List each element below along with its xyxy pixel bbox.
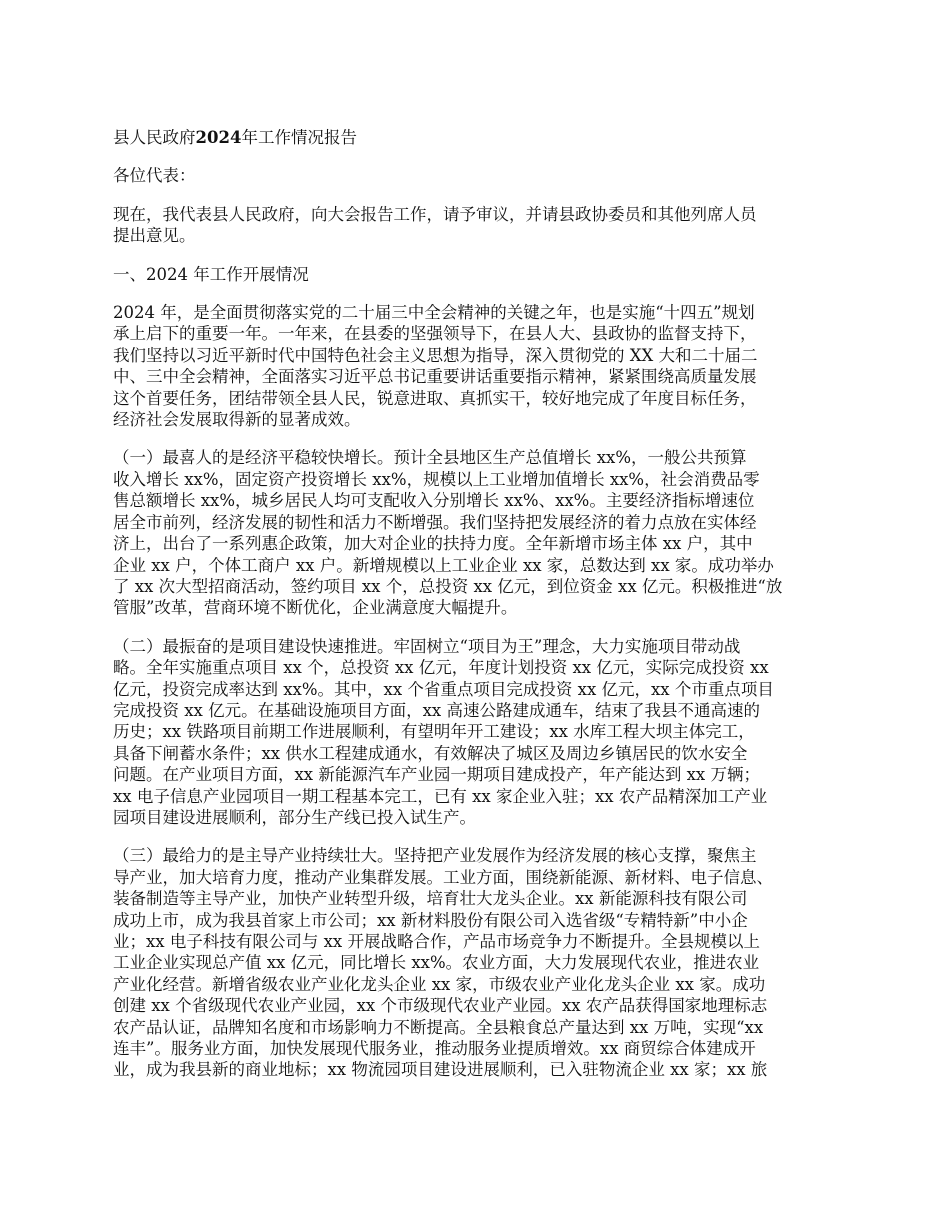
projects-line: 园项目建设进展顺利，部分生产线已投入试生产。 <box>113 807 476 827</box>
industry-line: 创建 xx 个省级现代农业产业园，xx 个市级现代农业产业园。xx 农产品获得国家地理标志 <box>113 996 768 1016</box>
projects-line: 具备下闸蓄水条件；xx 供水工程建成通水，有效解决了城区及周边乡镇居民的饮水安全 <box>113 743 748 763</box>
economy-line: 收入增长 xx%，固定资产投资增长 xx%，规模以上工业增加值增长 xx%，社会消费品零 <box>113 469 760 489</box>
intro-paragraph <box>113 204 853 247</box>
projects-line: xx 电子信息产业园项目一期工程基本完工，已有 xx 家企业入驻；xx 农产品精深加工产业 <box>113 786 768 806</box>
projects-line: 完成投资 xx 亿元。在基础设施项目方面，xx 高速公路建成通车，结束了我县不通高速的 <box>113 700 760 720</box>
industry-line: 工业企业实现总产值 xx 亿元，同比增长 xx%。农业方面，大力发展现代农业，推进农业 <box>113 953 760 973</box>
intro-line: 现在，我代表县人民政府，向大会报告工作，请予审议，并请县政协委员和其他列席人员 <box>113 204 757 224</box>
economy-line: 济上，出台了一系列惠企政策，加大对企业的扶持力度。全年新增市场主体 xx 户，其中 <box>113 534 753 554</box>
industry-line: （三）最给力的是主导产业持续壮大。坚持把产业发展作为经济发展的核心支撑，聚焦主 <box>113 846 757 866</box>
economy-paragraph <box>113 447 853 618</box>
document-page <box>113 127 853 1081</box>
projects-line: 历史；xx 铁路项目前期工作进展顺利，有望明年开工建设；xx 水库工程大坝主体完工， <box>113 722 755 742</box>
projects-line: 亿元，投资完成率达到 xx%。其中，xx 个省重点项目完成投资 xx 亿元，xx 个市重点项目 <box>113 679 774 699</box>
economy-line: 管服”改革，营商环境不断优化，企业满意度大幅提升。 <box>113 598 518 618</box>
projects-line: 问题。在产业项目方面，xx 新能源汽车产业园一期项目建成投产，年产能达到 xx 万辆； <box>113 765 760 785</box>
industry-line: 装备制造等主导产业，加快产业转型升级，培育壮大龙头企业。xx 新能源科技有限公司 <box>113 889 748 909</box>
industry-line: 农产品认证，品牌知名度和市场影响力不断提高。全县粮食总产量达到 xx 万吨，实现“xx <box>113 1017 764 1037</box>
section-heading: 一、2024 年工作开展情况 <box>113 264 309 284</box>
overview-line: 中、三中全会精神，全面落实习近平总书记重要讲话重要指示精神，紧紧围绕高质量发展 <box>113 367 757 387</box>
overview-line: 这个首要任务，团结带领全县人民，锐意进取、真抓实干，较好地完成了年度目标任务， <box>113 388 757 408</box>
industry-line: 连丰”。服务业方面，加快发展现代服务业，推动服务业提质增效。xx 商贸综合体建成开 <box>113 1039 756 1059</box>
projects-line: 略。全年实施重点项目 xx 个，总投资 xx 亿元，年度计划投资 xx 亿元，实际完成投资 xx <box>113 658 769 678</box>
title-year: 2024 <box>195 128 242 147</box>
industry-line: 导产业，加大培育力度，推动产业集群发展。工业方面，围绕新能源、新材料、电子信息、 <box>113 867 773 887</box>
industry-paragraph <box>113 845 853 1080</box>
overview-line: 2024 年，是全面贯彻落实党的二十届三中全会精神的关键之年，也是实施“十四五”规划 <box>113 303 755 323</box>
overview-line: 经济社会发展取得新的显著成效。 <box>113 410 361 430</box>
industry-line: 业，成为我县新的商业地标；xx 物流园项目建设进展顺利，已入驻物流企业 xx 家；xx 旅 <box>113 1060 768 1080</box>
economy-line: 售总额增长 xx%，城乡居民人均可支配收入分别增长 xx%、xx%。主要经济指标增速位 <box>113 491 755 511</box>
title-prefix: 县人民政府 <box>113 128 196 147</box>
document-title <box>113 127 853 148</box>
economy-line: （一）最喜人的是经济平稳较快增长。预计全县地区生产总值增长 xx%，一般公共预算 <box>113 448 747 468</box>
industry-line: 产业化经营。新增省级农业产业化龙头企业 xx 家，市级农业产业化龙头企业 xx 家。成功 <box>113 974 766 994</box>
overview-line: 我们坚持以习近平新时代中国特色社会主义思想为指导，深入贯彻党的 XX 大和二十届二 <box>113 345 758 365</box>
economy-line: 企业 xx 户，个体工商户 xx 户。新增规模以上工业企业 xx 家，总数达到 xx 家。成功举办 <box>113 555 774 575</box>
projects-line: （二）最振奋的是项目建设快速推进。牢固树立“项目为王”理念，大力实施项目带动战 <box>113 636 741 656</box>
overview-line: 承上启下的重要一年。一年来，在县委的坚强领导下，在县人大、县政协的监督支持下， <box>113 324 757 344</box>
overview-paragraph <box>113 302 853 430</box>
greeting: 各位代表： <box>113 166 196 186</box>
intro-line: 提出意见。 <box>113 226 196 246</box>
title-suffix: 年工作情况报告 <box>241 128 357 147</box>
economy-line: 了 xx 次大型招商活动，签约项目 xx 个，总投资 xx 亿元，到位资金 xx 亿元。积极推进“放 <box>113 576 783 596</box>
projects-paragraph <box>113 636 853 829</box>
industry-line: 业；xx 电子科技有限公司与 xx 开展战略合作，产品市场竞争力不断提升。全县规模以上 <box>113 932 760 951</box>
industry-line: 成功上市，成为我县首家上市公司；xx 新材料股份有限公司入选省级“专精特新”中小企 <box>113 910 748 930</box>
economy-line: 居全市前列，经济发展的韧性和活力不断增强。我们坚持把发展经济的着力点放在实体经 <box>113 512 757 532</box>
